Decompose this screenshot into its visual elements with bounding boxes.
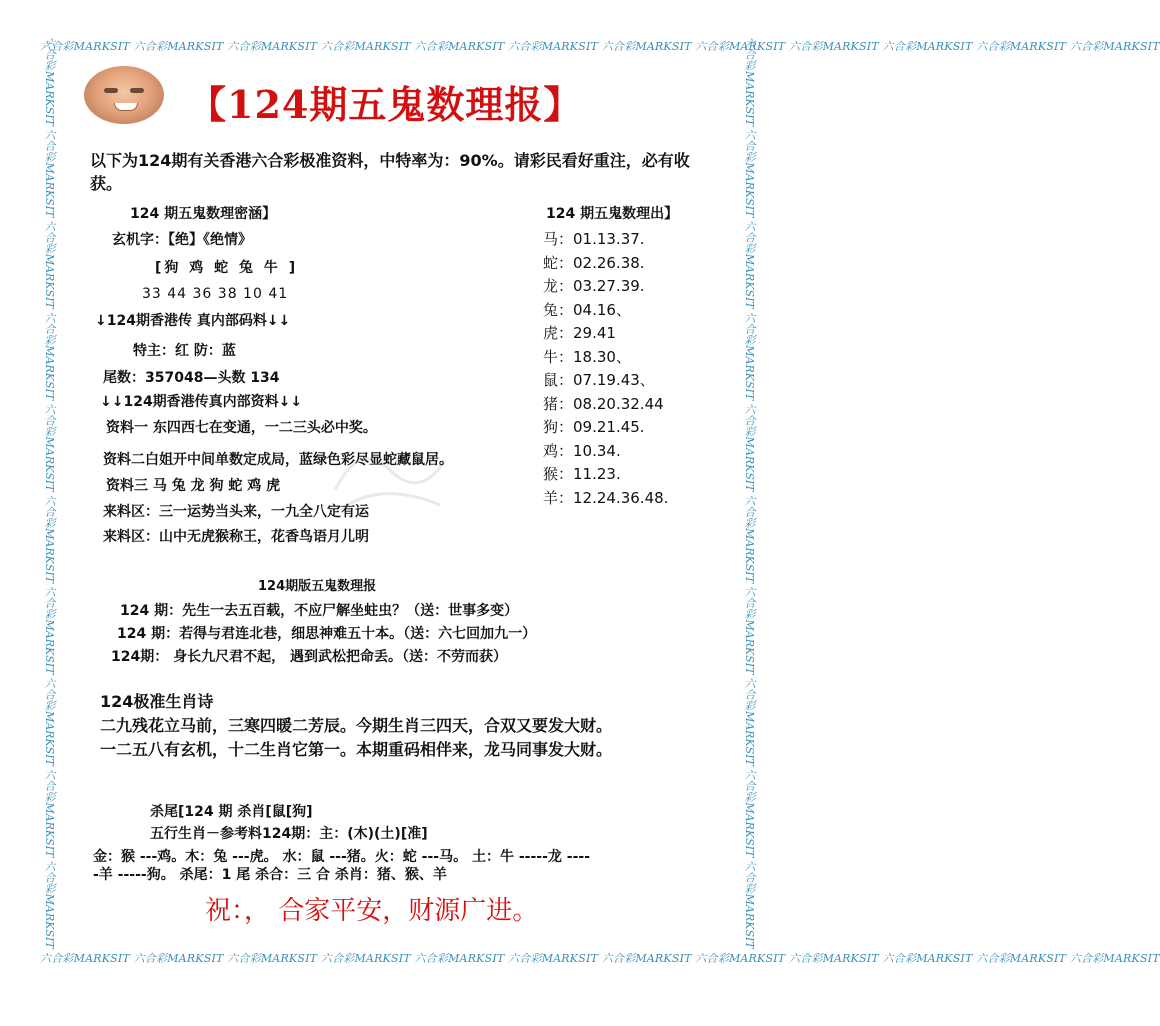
poem-line-2: 一二五八有玄机，十二生肖它第一。本期重码相伴来，龙马同事发大财。 bbox=[100, 740, 613, 759]
border-left: 六合彩MARKSIT 六合彩MARKSIT 六合彩MARKSIT 六合彩MARKSIT 六合彩MARKSIT 六合彩MARKSIT 六合彩MARKSIT 六合彩MARKSIT 六合彩MARKSIT 六合彩MARKSIT bbox=[43, 38, 56, 949]
laiyuan-2: 来料区：山中无虎猴称王，花香鸟语月儿明 bbox=[103, 529, 369, 545]
zodiac-number-row: 兔：04.16、 bbox=[543, 300, 631, 319]
element-line-1: 金：猴 ---鸡。木：兔 ---虎。 水：鼠 ---猪。火：蛇 ---马。 土：牛 -----龙 ---- bbox=[93, 849, 591, 865]
right-heading: 124 期五鬼数理出】 bbox=[546, 206, 679, 222]
zodiac-number-row: 猴：11.23. bbox=[543, 465, 621, 483]
zodiac-number-row: 鸡：10.34. bbox=[543, 441, 621, 460]
xuanji-line: 玄机字：【绝】《绝情》 bbox=[112, 232, 252, 248]
zodiac-number-row: 龙：03.27.39. bbox=[543, 277, 645, 295]
zodiac-number-row: 羊：12.24.36.48. bbox=[543, 488, 669, 507]
ziliao-2: 资料二白姐开中间单数定成局，蓝绿色彩尽显蛇藏鼠居。 bbox=[103, 452, 453, 468]
border-bottom: 六合彩MARKSIT 六合彩MARKSIT 六合彩MARKSIT 六合彩MARKSIT 六合彩MARKSIT 六合彩MARKSIT 六合彩MARKSIT 六合彩MARKSIT 六合彩MARKSIT 六合彩MARKSIT 六合彩MARKSIT 六合彩MARKSIT bbox=[40, 952, 1160, 965]
page-title: 【124期五鬼数理报】 bbox=[188, 82, 583, 127]
border-top: 六合彩MARKSIT 六合彩MARKSIT 六合彩MARKSIT 六合彩MARKSIT 六合彩MARKSIT 六合彩MARKSIT 六合彩MARKSIT 六合彩MARKSIT 六合彩MARKSIT 六合彩MARKSIT 六合彩MARKSIT 六合彩MARKSIT bbox=[40, 40, 1160, 53]
tail-line: 尾数：357048—头数 134 bbox=[103, 370, 280, 386]
watermark-scribble bbox=[330, 430, 450, 520]
number-list: 33 44 36 38 10 41 bbox=[142, 286, 289, 302]
border-right: 六合彩MARKSIT 六合彩MARKSIT 六合彩MARKSIT 六合彩MARKSIT 六合彩MARKSIT 六合彩MARKSIT 六合彩MARKSIT 六合彩MARKSIT 六合彩MARKSIT 六合彩MARKSIT bbox=[743, 38, 756, 949]
middle-line-3: 124期： 身长九尺君不起， 遇到武松把命丢。（送：不劳而获） bbox=[111, 649, 507, 665]
intro-line-1: 以下为124期有关香港六合彩极准资料，中特率为：90%。请彩民看好重注，必有收 bbox=[90, 151, 690, 170]
zodiac-number-row: 鼠：07.19.43、 bbox=[543, 371, 655, 389]
element-line-2: -羊 -----狗。 杀尾：1 尾 杀合：三 合 杀肖：猪、猴、羊 bbox=[93, 867, 447, 883]
blessing: 祝：， 合家平安，财源广进。 bbox=[205, 896, 539, 926]
zodiac-number-row: 猪：08.20.32.44 bbox=[543, 394, 664, 413]
ziliao-3: 资料三 马 兔 龙 狗 蛇 鸡 虎 bbox=[106, 478, 281, 494]
middle-line-2: 124 期：若得与君连北巷，细思神难五十本。（送：六七回加九一） bbox=[117, 626, 537, 642]
kill-line: 杀尾[124 期 杀肖[鼠[狗] bbox=[150, 804, 313, 820]
zodiac-number-row: 蛇：02.26.38. bbox=[543, 253, 645, 272]
left-heading: 124 期五鬼数理密涵】 bbox=[130, 206, 277, 222]
wuxing-line: 五行生肖－参考料124期：主：(木)(土)[准] bbox=[150, 826, 428, 842]
poem-line-1: 二九残花立马前，三寒四暖二芳辰。今期生肖三四天，合双又要发大财。 bbox=[100, 716, 613, 735]
zodiac-list: [狗 鸡 蛇 兔 牛 ] bbox=[155, 260, 299, 276]
poem-heading: 124极准生肖诗 bbox=[100, 692, 214, 711]
zodiac-number-row: 虎：29.41 bbox=[543, 324, 616, 342]
hk-heading-2: ↓↓124期香港传真内部资料↓↓ bbox=[100, 394, 303, 410]
laiyuan-1: 来料区：三一运势当头来，一九全八定有运 bbox=[103, 504, 369, 520]
ziliao-1: 资料一 东四西七在变通，一二三头必中奖。 bbox=[106, 420, 377, 436]
middle-line-1: 124 期：先生一去五百载，不应尸解坐蛀虫？（送：世事多变） bbox=[120, 603, 519, 619]
intro-line-2: 获。 bbox=[90, 174, 123, 193]
hk-heading: ↓124期香港传 真内部码料↓↓ bbox=[95, 313, 291, 329]
zodiac-number-row: 狗：09.21.45. bbox=[543, 418, 645, 436]
special-line: 特主：红 防：蓝 bbox=[133, 343, 236, 359]
zodiac-number-row: 牛：18.30、 bbox=[543, 347, 631, 366]
middle-heading: 124期版五鬼数理报 bbox=[258, 579, 377, 594]
zodiac-number-table bbox=[543, 228, 668, 510]
zodiac-number-row: 马：01.13.37. bbox=[543, 230, 645, 248]
portrait-photo bbox=[84, 66, 164, 124]
